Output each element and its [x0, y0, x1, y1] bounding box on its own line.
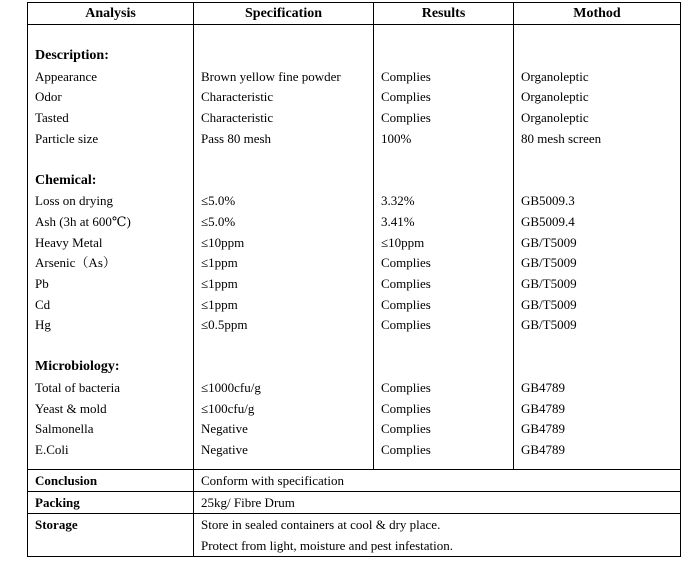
header-specification: Specification [194, 3, 374, 25]
table-row [28, 67, 681, 88]
coa-sheet [27, 2, 680, 557]
empty-cell [514, 46, 681, 67]
method-cell: Organoleptic [514, 87, 681, 108]
spacer-row [28, 336, 681, 357]
method-cell: GB/T5009 [514, 233, 681, 254]
header-row [28, 3, 681, 25]
spacer-row [28, 150, 681, 171]
storage-line-2: Protect from light, moisture and pest infestation. [201, 537, 454, 553]
spacer-cell [514, 336, 681, 357]
table-row [28, 399, 681, 420]
table-row [28, 440, 681, 461]
table-row [28, 87, 681, 108]
empty-cell [374, 46, 514, 67]
conclusion-row [28, 469, 681, 491]
method-cell: GB5009.4 [514, 212, 681, 233]
analysis-cell: Odor [28, 87, 194, 108]
spacer-row [28, 461, 681, 470]
section-heading-row [28, 171, 681, 192]
table-row [28, 274, 681, 295]
conclusion-label: Conclusion [28, 469, 194, 491]
conclusion-value: Conform with specification [194, 469, 681, 491]
specification-cell: ≤0.5ppm [194, 315, 374, 336]
storage-label: Storage [28, 513, 194, 556]
result-cell: Complies [374, 253, 514, 274]
spacer-cell [194, 25, 374, 47]
method-cell: Organoleptic [514, 108, 681, 129]
result-cell: ≤10ppm [374, 233, 514, 254]
storage-line-1: Store in sealed containers at cool & dry place. [201, 516, 441, 532]
table-row [28, 212, 681, 233]
result-cell: Complies [374, 315, 514, 336]
analysis-cell: E.Coli [28, 440, 194, 461]
analysis-cell: Loss on drying [28, 191, 194, 212]
method-cell: GB/T5009 [514, 295, 681, 316]
result-cell: Complies [374, 399, 514, 420]
method-cell: GB4789 [514, 399, 681, 420]
empty-cell [194, 357, 374, 378]
analysis-body [28, 25, 681, 470]
specification-cell: ≤1ppm [194, 295, 374, 316]
method-cell: GB4789 [514, 378, 681, 399]
spacer-cell [28, 336, 194, 357]
analysis-cell: Ash (3h at 600℃) [28, 212, 194, 233]
result-cell: Complies [374, 295, 514, 316]
section-heading-row [28, 46, 681, 67]
packing-row [28, 491, 681, 513]
spacer-cell [514, 150, 681, 171]
section-title: Description: [28, 46, 194, 67]
spacer-cell [374, 336, 514, 357]
specification-cell: Characteristic [194, 108, 374, 129]
empty-cell [514, 171, 681, 192]
empty-cell [514, 357, 681, 378]
analysis-cell: Hg [28, 315, 194, 336]
table-row [28, 315, 681, 336]
spacer-cell [28, 461, 194, 470]
result-cell: 3.32% [374, 191, 514, 212]
result-cell: Complies [374, 108, 514, 129]
analysis-table [27, 2, 681, 557]
result-cell: Complies [374, 67, 514, 88]
analysis-cell: Appearance [28, 67, 194, 88]
method-cell: GB5009.3 [514, 191, 681, 212]
packing-value: 25kg/ Fibre Drum [194, 491, 681, 513]
table-row [28, 253, 681, 274]
analysis-cell: Particle size [28, 129, 194, 150]
storage-value [194, 513, 681, 556]
table-row [28, 295, 681, 316]
result-cell: Complies [374, 274, 514, 295]
spacer-cell [374, 25, 514, 47]
spacer-cell [28, 150, 194, 171]
method-cell: GB4789 [514, 440, 681, 461]
result-cell: Complies [374, 87, 514, 108]
specification-cell: ≤5.0% [194, 191, 374, 212]
spacer-cell [374, 461, 514, 470]
section-title: Chemical: [28, 171, 194, 192]
analysis-cell: Tasted [28, 108, 194, 129]
table-row [28, 129, 681, 150]
analysis-cell: Yeast & mold [28, 399, 194, 420]
specification-cell: ≤1000cfu/g [194, 378, 374, 399]
method-cell: GB/T5009 [514, 315, 681, 336]
section-heading-row [28, 357, 681, 378]
storage-row [28, 513, 681, 556]
result-cell: Complies [374, 440, 514, 461]
spacer-row [28, 25, 681, 47]
specification-cell: ≤1ppm [194, 274, 374, 295]
method-cell: 80 mesh screen [514, 129, 681, 150]
specification-cell: ≤100cfu/g [194, 399, 374, 420]
result-cell: 3.41% [374, 212, 514, 233]
spacer-cell [194, 461, 374, 470]
specification-cell: Negative [194, 419, 374, 440]
method-cell: GB/T5009 [514, 274, 681, 295]
table-row [28, 378, 681, 399]
spacer-cell [374, 150, 514, 171]
header-analysis: Analysis [28, 3, 194, 25]
specification-cell: ≤1ppm [194, 253, 374, 274]
spacer-cell [28, 25, 194, 47]
analysis-cell: Cd [28, 295, 194, 316]
analysis-cell: Pb [28, 274, 194, 295]
analysis-cell: Arsenic（As） [28, 253, 194, 274]
analysis-cell: Total of bacteria [28, 378, 194, 399]
section-title: Microbiology: [28, 357, 194, 378]
method-cell: GB4789 [514, 419, 681, 440]
empty-cell [194, 171, 374, 192]
result-cell: Complies [374, 378, 514, 399]
header-method: Mothod [514, 3, 681, 25]
summary-body [28, 469, 681, 556]
table-row [28, 419, 681, 440]
packing-label: Packing [28, 491, 194, 513]
spacer-cell [194, 336, 374, 357]
empty-cell [374, 171, 514, 192]
empty-cell [374, 357, 514, 378]
method-cell: GB/T5009 [514, 253, 681, 274]
analysis-cell: Salmonella [28, 419, 194, 440]
specification-cell: Negative [194, 440, 374, 461]
table-row [28, 191, 681, 212]
specification-cell: ≤5.0% [194, 212, 374, 233]
method-cell: Organoleptic [514, 67, 681, 88]
table-row [28, 108, 681, 129]
empty-cell [194, 46, 374, 67]
spacer-cell [514, 461, 681, 470]
analysis-cell: Heavy Metal [28, 233, 194, 254]
specification-cell: Characteristic [194, 87, 374, 108]
specification-cell: Pass 80 mesh [194, 129, 374, 150]
table-row [28, 233, 681, 254]
spacer-cell [194, 150, 374, 171]
result-cell: 100% [374, 129, 514, 150]
specification-cell: ≤10ppm [194, 233, 374, 254]
spacer-cell [514, 25, 681, 47]
header-results: Results [374, 3, 514, 25]
specification-cell: Brown yellow fine powder [194, 67, 374, 88]
result-cell: Complies [374, 419, 514, 440]
